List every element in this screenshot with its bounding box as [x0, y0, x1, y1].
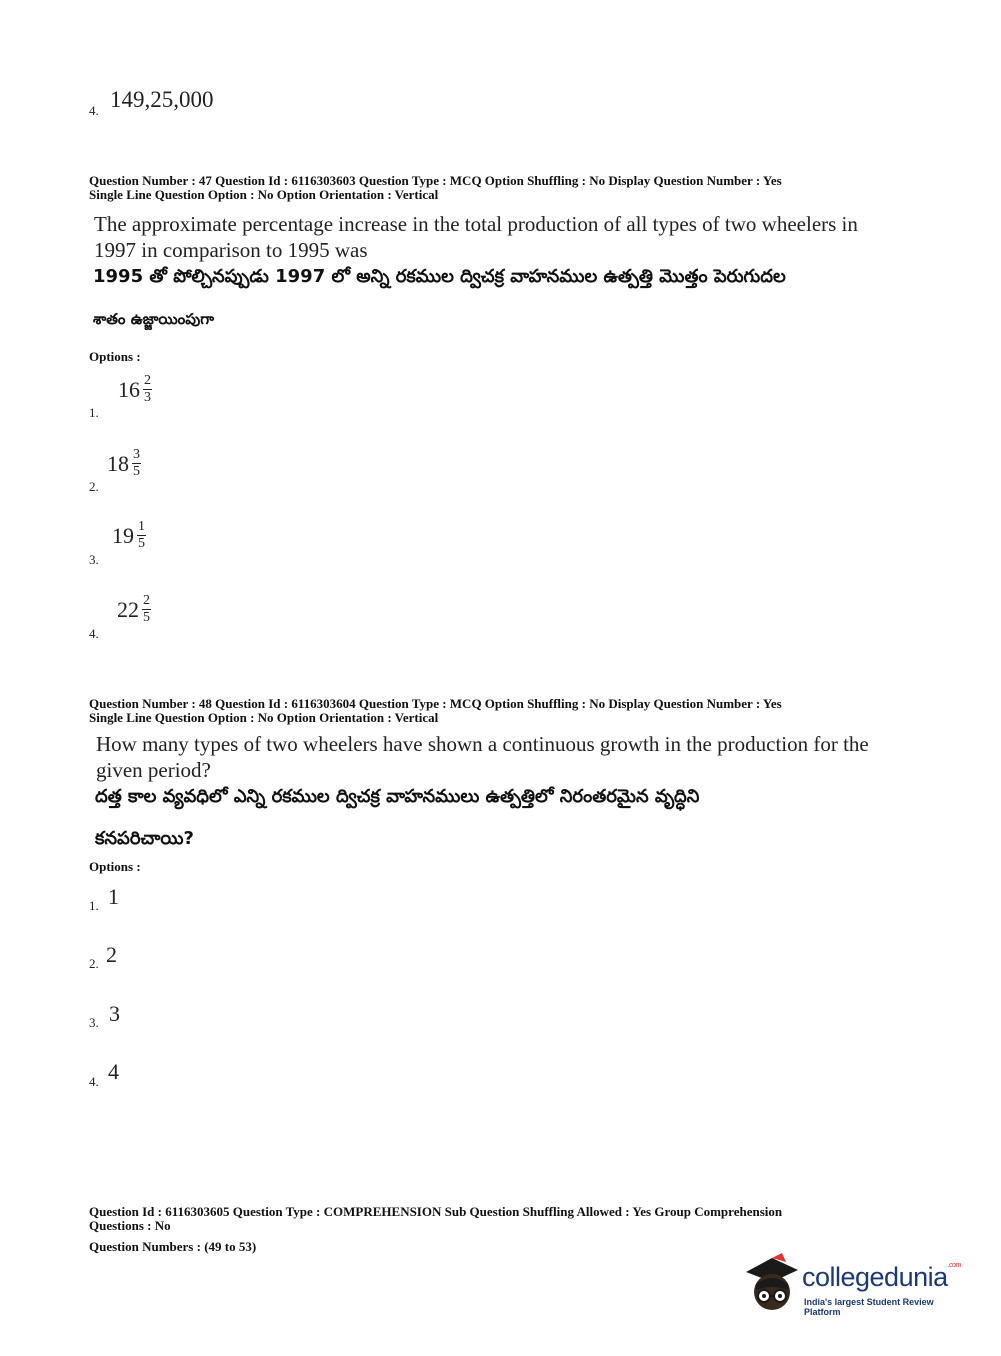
q48-option-2-value[interactable]: 2 — [106, 942, 117, 967]
q47-telugu-line1: 1995 తో పోల్చినప్పుడు 1997 లో అన్ని రకముల ద్విచక్ర వాహనముల ఉత్పత్తి మొత్తం పెరుగుదల — [93, 266, 786, 287]
q47-option-1-value[interactable] — [118, 374, 152, 405]
q47-option-4-numerator: 2 — [143, 593, 150, 608]
q47-telugu-line2: శాతం ఉజ్జాయింపుగా — [93, 310, 215, 328]
q47-option-1-number: 1. — [89, 405, 99, 420]
comprehension-meta — [89, 1205, 889, 1233]
q47-options-label: Options : — [89, 349, 141, 364]
q47-option-3-value[interactable] — [112, 520, 146, 551]
q47-option-4-denominator: 5 — [143, 610, 150, 625]
q47-meta-line1: Question Number : 47 Question Id : 6116303603 Question Type : MCQ Option Shuffling : No Display Question Number : Yes — [89, 173, 782, 188]
logo-tagline: India's largest Student Review Platform — [804, 1297, 934, 1317]
q47-option-2-numerator: 3 — [133, 447, 140, 462]
q48-options-label: Options : — [89, 859, 141, 874]
q47-meta — [89, 174, 889, 202]
q47-option-2-denominator: 5 — [133, 464, 140, 479]
q47-option-2-whole: 18 — [107, 450, 129, 476]
logo-brand-name: collegedunia — [802, 1262, 948, 1292]
q48-telugu-line1: దత్త కాల వ్యవధిలో ఎన్ని రకముల ద్విచక్ర వాహనములు ఉత్పత్తిలో నిరంతరమైన వృద్ధిని — [95, 786, 700, 807]
q47-english-line1: The approximate percentage increase in the total production of all types of two wheelers in — [94, 212, 858, 236]
q47-option-3-numerator: 1 — [138, 519, 145, 534]
q48-telugu-line2: కనపరిచాయి? — [95, 828, 194, 849]
comprehension-question-numbers: Question Numbers : (49 to 53) — [89, 1239, 257, 1254]
q47-english-text — [94, 211, 914, 263]
q47-option-3-whole: 19 — [112, 522, 134, 548]
q48-meta — [89, 697, 889, 725]
q47-english-line2: 1997 in comparison to 1995 was — [94, 238, 368, 262]
q48-english-line2: given period? — [96, 758, 211, 782]
collegedunia-logo[interactable] — [742, 1250, 972, 1320]
q47-option-4-number: 4. — [89, 626, 99, 641]
q47-option-1-fraction — [143, 374, 152, 405]
q48-option-2-number: 2. — [89, 956, 99, 971]
prev-option-4-number: 4. — [89, 103, 99, 118]
q48-option-3-number: 3. — [89, 1015, 99, 1030]
q47-option-2-number: 2. — [89, 479, 99, 494]
comprehension-meta-line1: Question Id : 6116303605 Question Type : COMPREHENSION Sub Question Shuffling Allowed : Yes Group Comprehension — [89, 1204, 783, 1219]
q47-option-1-denominator: 3 — [144, 390, 151, 405]
q47-option-3-denominator: 5 — [138, 536, 145, 551]
comprehension-meta-line2: Questions : No — [89, 1218, 171, 1233]
q47-option-2-value[interactable] — [107, 448, 141, 479]
logo-mascot-icon — [742, 1250, 802, 1316]
prev-option-4-value: 149,25,000 — [110, 87, 214, 112]
q48-option-1-value[interactable]: 1 — [108, 884, 119, 909]
q47-option-2-fraction — [132, 448, 141, 479]
q48-english-text — [96, 731, 916, 783]
q47-option-3-fraction — [137, 520, 146, 551]
q47-option-4-whole: 22 — [117, 596, 139, 622]
q48-option-1-number: 1. — [89, 898, 99, 913]
q47-meta-line2: Single Line Question Option : No Option Orientation : Vertical — [89, 187, 439, 202]
q47-option-4-fraction — [142, 594, 151, 625]
q48-option-3-value[interactable]: 3 — [109, 1001, 120, 1026]
q47-option-1-numerator: 2 — [144, 373, 151, 388]
q48-option-4-value[interactable]: 4 — [108, 1059, 119, 1084]
q47-option-3-number: 3. — [89, 552, 99, 567]
q48-meta-line2: Single Line Question Option : No Option Orientation : Vertical — [89, 710, 439, 725]
q47-option-1-whole: 16 — [118, 376, 140, 402]
q47-option-4-value[interactable] — [117, 594, 151, 625]
q48-english-line1: How many types of two wheelers have shown a continuous growth in the production for the — [96, 732, 869, 756]
q48-option-4-number: 4. — [89, 1074, 99, 1089]
logo-brand — [802, 1262, 961, 1293]
q48-meta-line1: Question Number : 48 Question Id : 6116303604 Question Type : MCQ Option Shuffling : No Display Question Number : Yes — [89, 696, 782, 711]
logo-brand-suffix: .com — [947, 1262, 961, 1269]
